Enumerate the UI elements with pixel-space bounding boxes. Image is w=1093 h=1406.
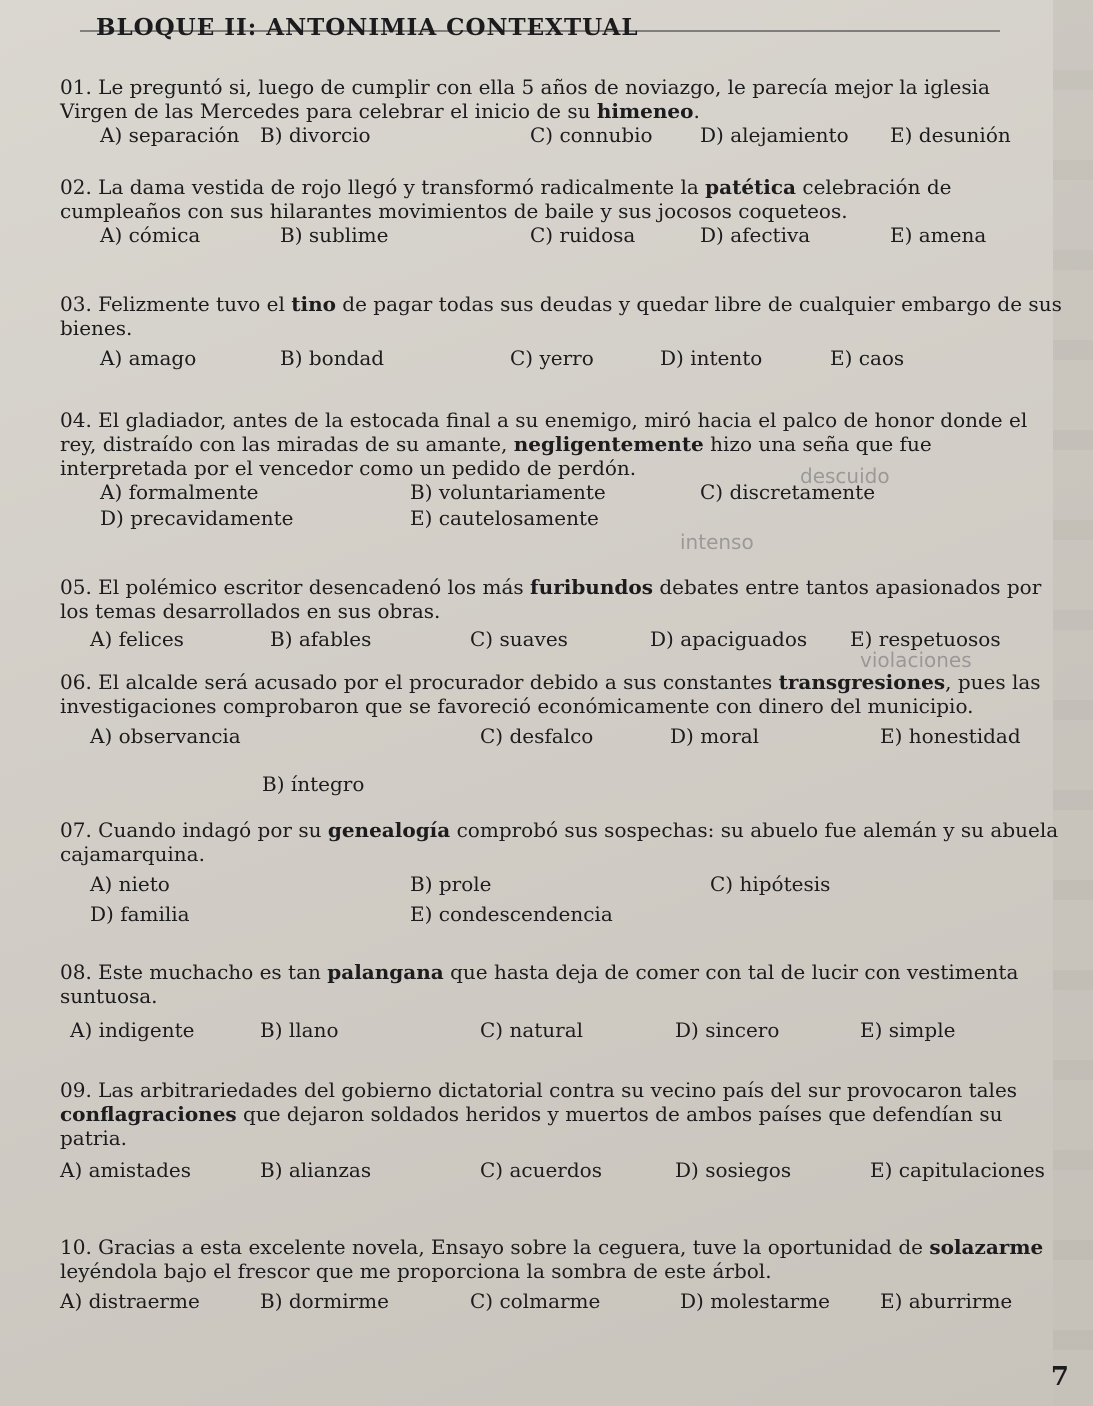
keyword: conflagraciones [60, 1102, 237, 1126]
handwritten-note: descuido [800, 464, 890, 488]
question-3 [60, 292, 1063, 372]
keyword: transgresiones [778, 670, 946, 694]
handwritten-note: intenso [680, 530, 754, 554]
option-c[interactable]: C) discretamente [700, 480, 876, 504]
option-e[interactable]: E) capitulaciones [870, 1158, 1045, 1182]
option-a[interactable]: A) felices [90, 627, 184, 651]
keyword: palangana [327, 960, 444, 984]
option-c[interactable]: C) suaves [470, 627, 568, 651]
option-a[interactable]: A) formalmente [100, 480, 259, 504]
option-d[interactable]: D) moral [670, 724, 760, 748]
question-stem: 06. El alcalde será acusado por el procurador debido a sus constantes transgresiones, pues las investigaciones comprobaron que se favoreció económicamente con dinero del municipio. [60, 670, 1041, 718]
option-c[interactable]: C) desfalco [480, 724, 594, 748]
option-a[interactable]: A) amistades [60, 1158, 192, 1182]
option-a[interactable]: A) amago [100, 346, 197, 370]
option-e[interactable]: E) cautelosamente [410, 506, 599, 530]
option-a[interactable]: A) observancia [90, 724, 241, 748]
question-6 [60, 670, 1063, 750]
question-stem: 02. La dama vestida de rojo llegó y transformó radicalmente la patética celebración de cumpleaños con sus hilarantes movimientos de baile y sus jocosos coqueteos. [60, 175, 952, 223]
question-8 [60, 960, 1063, 1044]
option-d[interactable]: D) apaciguados [650, 627, 808, 651]
question-2 [60, 175, 1063, 249]
option-c[interactable]: C) acuerdos [480, 1158, 602, 1182]
option-d[interactable]: D) sincero [675, 1018, 780, 1042]
question-10 [60, 1235, 1063, 1315]
page-number: 7 [1050, 1362, 1069, 1392]
option-e[interactable]: E) amena [890, 223, 987, 247]
question-9 [60, 1078, 1063, 1184]
option-a[interactable]: A) indigente [70, 1018, 195, 1042]
option-b[interactable]: B) dormirme [260, 1289, 389, 1313]
keyword: solazarme [929, 1235, 1044, 1259]
option-c[interactable]: C) connubio [530, 123, 653, 147]
option-a[interactable]: A) nieto [90, 872, 170, 896]
question-stem: 09. Las arbitrariedades del gobierno dictatorial contra su vecino país del sur provocaron tales conflagraciones que dejaron soldados heridos y muertos de ambos países que defendían su patria. [60, 1078, 1018, 1150]
question-stem: 04. El gladiador, antes de la estocada final a su enemigo, miró hacia el palco de honor donde el rey, distraído con las miradas de su amante, negligentemente hizo una seña que fue interpretada por el vencedor como un pedido de perdón. [60, 408, 1028, 480]
option-b[interactable]: B) íntegro [262, 772, 365, 796]
option-c[interactable]: C) ruidosa [530, 223, 636, 247]
keyword: himeneo [596, 99, 694, 123]
option-a[interactable]: A) separación [100, 123, 240, 147]
question-stem: 10. Gracias a esta excelente novela, Ensayo sobre la ceguera, tuve la oportunidad de solazarme leyéndola bajo el frescor que me proporciona la sombra de este árbol. [60, 1235, 1044, 1283]
option-c[interactable]: C) colmarme [470, 1289, 601, 1313]
option-b[interactable]: B) alianzas [260, 1158, 372, 1182]
option-d[interactable]: D) familia [90, 902, 190, 926]
handwritten-note: violaciones [860, 648, 972, 672]
option-e[interactable]: E) aburrirme [880, 1289, 1013, 1313]
option-d[interactable]: D) afectiva [700, 223, 811, 247]
option-d[interactable]: D) sosiegos [675, 1158, 792, 1182]
keyword: furibundos [530, 575, 653, 599]
keyword: tino [291, 292, 336, 316]
question-1 [60, 75, 1063, 149]
option-c[interactable]: C) hipótesis [710, 872, 831, 896]
option-b[interactable]: B) bondad [280, 346, 385, 370]
option-a[interactable]: A) distraerme [60, 1289, 200, 1313]
option-b[interactable]: B) afables [270, 627, 372, 651]
option-b[interactable]: B) prole [410, 872, 492, 896]
option-e[interactable]: E) caos [830, 346, 905, 370]
keyword: genealogía [327, 818, 451, 842]
option-a[interactable]: A) cómica [100, 223, 201, 247]
option-b[interactable]: B) sublime [280, 223, 389, 247]
page-title: BLOQUE II: ANTONIMIA CONTEXTUAL [96, 14, 639, 41]
question-stem: 07. Cuando indagó por su genealogía comprobó sus sospechas: su abuelo fue alemán y su abuela cajamarquina. [60, 818, 1059, 866]
option-e[interactable]: E) condescendencia [410, 902, 613, 926]
option-e[interactable]: E) simple [860, 1018, 956, 1042]
option-c[interactable]: C) natural [480, 1018, 584, 1042]
keyword: patética [705, 175, 797, 199]
option-b[interactable]: B) divorcio [260, 123, 371, 147]
option-e[interactable]: E) honestidad [880, 724, 1021, 748]
option-e[interactable]: E) respetuosos [850, 627, 1001, 651]
option-d[interactable]: D) alejamiento [700, 123, 849, 147]
option-d[interactable]: D) intento [660, 346, 763, 370]
option-b[interactable]: B) llano [260, 1018, 339, 1042]
option-c[interactable]: C) yerro [510, 346, 594, 370]
question-stem: 01. Le preguntó si, luego de cumplir con ella 5 años de noviazgo, le parecía mejor la iglesia Virgen de las Mercedes para celebrar el inicio de su himeneo. [60, 75, 990, 123]
question-stem: 03. Felizmente tuvo el tino de pagar todas sus deudas y quedar libre de cualquier embargo de sus bienes. [60, 292, 1062, 340]
keyword: negligentemente [513, 432, 704, 456]
question-4 [60, 408, 1063, 532]
question-7 [60, 818, 1063, 928]
option-b[interactable]: B) voluntariamente [410, 480, 606, 504]
question-stem: 05. El polémico escritor desencadenó los más furibundos debates entre tantos apasionados por los temas desarrollados en sus obras. [60, 575, 1042, 623]
question-stem: 08. Este muchacho es tan palangana que hasta deja de comer con tal de lucir con vestimenta suntuosa. [60, 960, 1019, 1008]
option-e[interactable]: E) desunión [890, 123, 1011, 147]
question-5 [60, 575, 1063, 653]
option-d[interactable]: D) molestarme [680, 1289, 831, 1313]
option-d[interactable]: D) precavidamente [100, 506, 294, 530]
